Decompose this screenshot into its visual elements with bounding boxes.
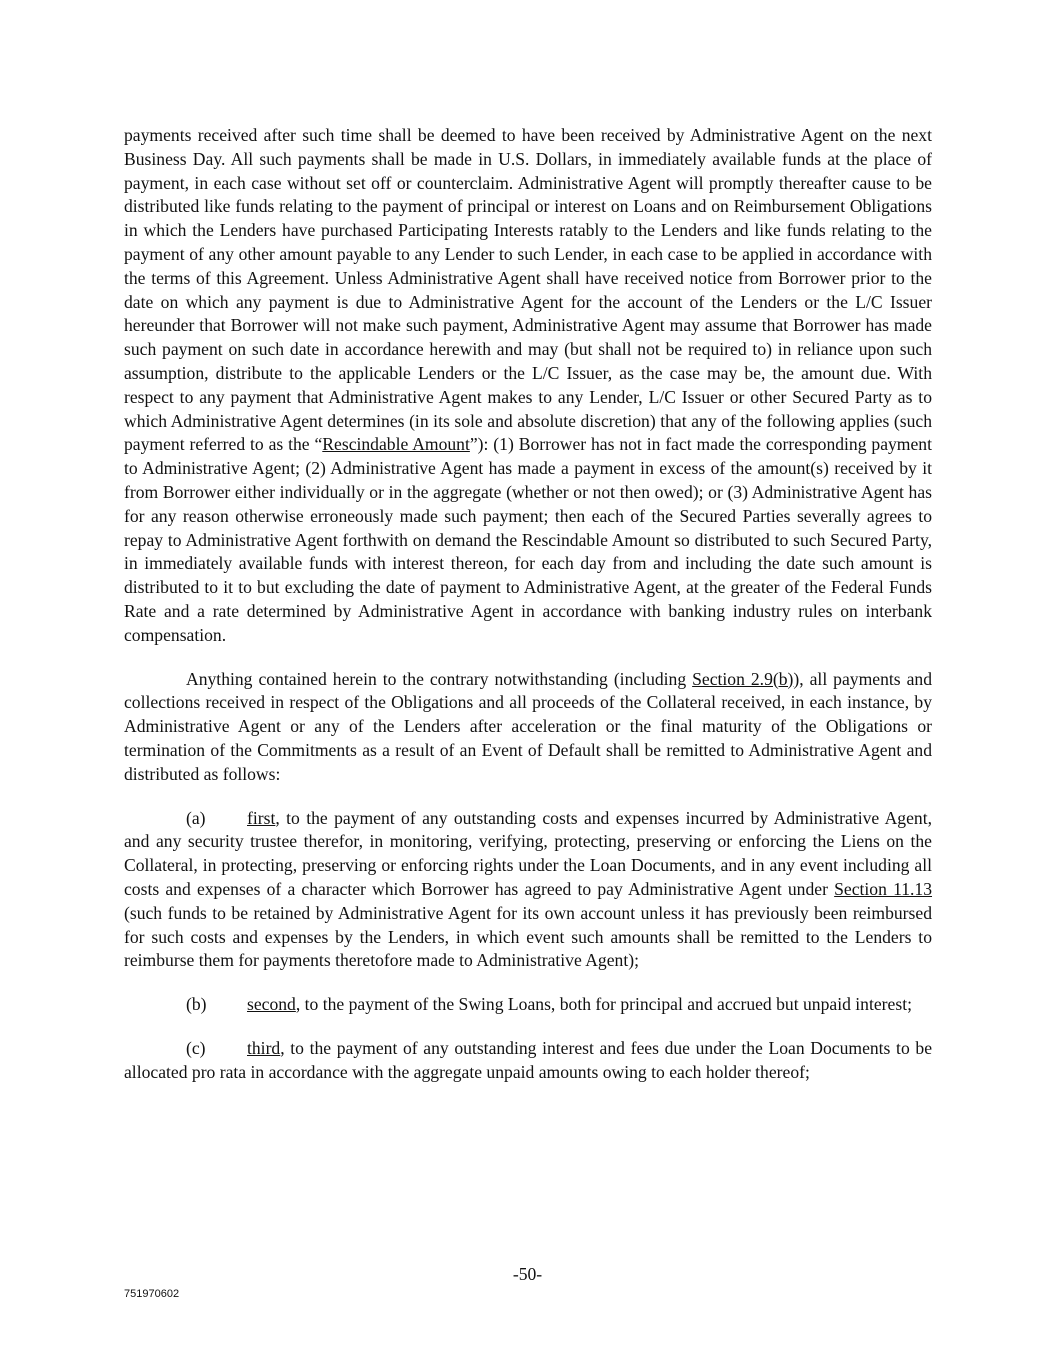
section-reference: Section 11.13 — [834, 878, 933, 899]
document-id: 751970602 — [124, 1288, 180, 1300]
item-text: (such funds to be retained by Administrative Agent for its own account unless it has previously been reimbursed for such costs and expenses by the Lenders, in which event such amounts shall be remitted to the Lenders to reimburse them for payments theretofore made to Administrative Agent); — [124, 902, 932, 971]
item-text: , to the payment of any outstanding costs and expenses incurred by Administrative Agent, and any security trustee therefor, in monitoring, verifying, protecting, preserving or enforcing the Liens on the Collateral, in protecting, preserving or enforcing rights under the Loan Documents, and in any event including all costs and expenses of a character which Borrower has agreed to pay Administrative Agent under — [124, 807, 932, 899]
list-item-a — [124, 807, 932, 974]
item-label: (a) — [186, 807, 206, 828]
paragraph-text: ”): (1) Borrower has not in fact made the corresponding payment to Administrative Agent; (2) Administrative Agent has made a payment in excess of the amount(s) received by it from Borrower either individually or in the aggregate (whether or not then owed); or (3) Administrative Agent has for any reason otherwise erroneously made such payment; then each of the Secured Parties severally agrees to repay to Administrative Agent forthwith on demand the Rescindable Amount so distributed to such Secured Party, in immediately available funds with interest thereon, for each day from and including the date such amount is distributed to it to but excluding the date of payment to Administrative Agent, at the greater of the Federal Funds Rate and a rate determined by Administrative Agent in accordance with banking industry rules on interbank compensation. — [124, 434, 932, 645]
item-label: (b) — [186, 994, 207, 1015]
section-reference: Section 2.9(b) — [692, 668, 794, 689]
item-keyword: third — [247, 1037, 281, 1058]
paragraph-text: ), all payments and collections received in respect of the Obligations and all proceeds of the Collateral received, in each instance, by Administrative Agent or any of the Lenders after acceleration or the final maturity of the Obligations or termination of the Commitments as a result of an Event of Default shall be remitted to Administrative Agent and distributed as follows: — [124, 668, 932, 784]
defined-term-rescindable-amount: Rescindable Amount — [322, 434, 470, 455]
item-label: (c) — [186, 1037, 206, 1058]
item-text: , to the payment of any outstanding interest and fees due under the Loan Documents to be allocated pro rata in accordance with the aggregate unpaid amounts owing to each holder thereof; — [124, 1037, 932, 1082]
paragraph-text: payments received after such time shall be deemed to have been received by Administrative Agent on the next Business Day. All such payments shall be made in U.S. Dollars, in immediately available funds at the place of payment, in each case without set off or counterclaim. Administrative Agent will promptly thereafter cause to be distributed like funds relating to the payment of principal or interest on Loans and on Reimbursement Obligations in which the Lenders have purchased Participating Interests ratably to the Lenders and like funds relating to the payment of any other amount payable to any Lender to such Lender, in each case to be applied in accordance with the terms of this Agreement. Unless Administrative Agent shall have received notice from Borrower prior to the date on which any payment is due to Administrative Agent for the account of the Lenders or the L/C Issuer hereunder that Borrower will not make such payment, Administrative Agent may assume that Borrower has made such payment on such date in accordance herewith and may (but shall not be required to) in reliance upon such assumption, distribute to the applicable Lenders or the L/C Issuer, as the case may be, the amount due. With respect to any payment that Administrative Agent makes to any Lender, L/C Issuer or other Secured Party as to which Administrative Agent determines (in its sole and absolute discretion) that any of the following applies (such payment referred to as the “ — [124, 125, 932, 455]
item-text: , to the payment of the Swing Loans, both for principal and accrued but unpaid interest; — [295, 994, 912, 1015]
list-item-c — [124, 1037, 932, 1085]
paragraph-payments-received — [124, 124, 932, 648]
page-number: -50- — [512, 1264, 543, 1284]
paragraph-text: Anything contained herein to the contrary notwithstanding (including — [186, 668, 693, 689]
paragraph-anything-contained — [124, 668, 932, 787]
item-keyword: second — [247, 994, 296, 1015]
item-keyword: first — [247, 807, 276, 828]
document-body — [124, 124, 932, 1084]
list-item-b — [124, 993, 932, 1017]
